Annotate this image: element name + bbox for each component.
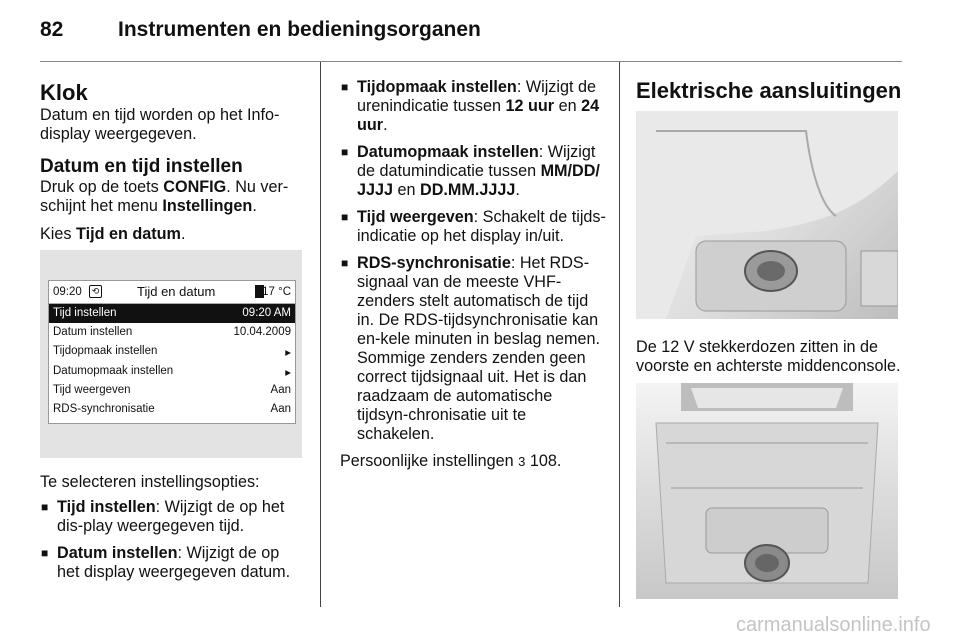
display-screen <box>48 280 296 424</box>
list-item: ■ Tijd instellen: Wijzigt de op het dis-play weergegeven tijd. <box>40 498 306 536</box>
subheading-datum-tijd: Datum en tijd instellen <box>40 156 243 177</box>
display-top-bar <box>49 281 295 304</box>
list-item: ■ Tijdopmaak instellen: Wijzigt de urenindicatie tussen 12 uur en 24 uur. <box>340 78 608 135</box>
options-list <box>40 498 306 582</box>
page-header <box>0 0 960 62</box>
column-left <box>40 80 306 253</box>
display-time: 09:20 <box>53 286 82 298</box>
section-heading-klok: Klok <box>40 80 88 105</box>
list-item: ■ Tijd weergeven: Schakelt de tijds-indicatie op het display in/uit. <box>340 208 608 246</box>
watermark: carmanualsonline.info <box>736 614 931 636</box>
menu-row[interactable]: Datumopmaak instellen ▸ <box>53 364 291 379</box>
options-label: Te selecteren instellingsopties: <box>40 473 260 491</box>
display-temperature: 17 °C <box>262 286 291 298</box>
column-middle <box>340 78 608 480</box>
front-console-illustration <box>636 111 898 319</box>
list-item: ■ Datum instellen: Wijzigt de op het display weergegeven datum. <box>40 544 306 582</box>
list-item: ■ Datumopmaak instellen: Wijzigt de datumindicatie tussen MM/DD/ JJJJ en DD.MM.JJJJ. <box>340 143 608 200</box>
photo-caption: De 12 V stekkerdozen zitten in de voorste en achterste middenconsole. <box>636 338 901 375</box>
header-rule <box>40 61 902 62</box>
section-heading-elektrisch: Elektrische aansluitingen <box>636 78 902 103</box>
rear-socket-photo <box>636 383 898 599</box>
cross-reference[interactable]: Persoonlijke instellingen 3 108. <box>340 452 562 470</box>
list-item: ■ RDS-synchronisatie: Het RDS-signaal van de meeste VHF-zenders stelt automatisch de tijd in. De RDS-tijdsynchronisatie kan en-kele minuten in beslag nemen. Sommige zenders zenden geen correct tijdsignaal uit. Het is dan raadzaam de automatische tijdsyn-chronisatie uit te schakelen. <box>340 254 608 444</box>
column-left-lower <box>40 473 306 590</box>
page-reference-icon: 3 <box>518 454 526 469</box>
options-list-continued <box>340 78 608 444</box>
column-divider <box>320 62 321 607</box>
column-right <box>636 78 906 104</box>
intro-text: Datum en tijd worden op het Info-display weergegeven. <box>40 106 280 143</box>
front-socket-photo <box>636 111 898 319</box>
instruction-select: Kies Tijd en datum. <box>40 225 186 243</box>
instruction-config: Druk op de toets CONFIG. Nu ver-schijnt het menu Instellingen. <box>40 178 289 215</box>
menu-row[interactable]: Tijd instellen 09:20 AM <box>49 304 295 323</box>
page-number: 82 <box>40 18 64 41</box>
menu-row[interactable]: RDS-synchronisatie Aan <box>53 402 291 415</box>
page-title: Instrumenten en bedieningsorganen <box>118 18 481 41</box>
menu-row[interactable]: Tijdopmaak instellen ▸ <box>53 345 291 360</box>
display-title: Tijd en datum <box>137 284 216 299</box>
caption-block <box>636 338 906 385</box>
column-divider <box>619 62 620 607</box>
rear-console-illustration <box>636 383 898 599</box>
menu-row[interactable]: Tijd weergeven Aan <box>53 383 291 396</box>
menu-row[interactable]: Datum instellen 10.04.2009 <box>53 326 291 339</box>
sync-icon: ⟲ <box>89 285 102 298</box>
info-display-image <box>40 250 302 458</box>
